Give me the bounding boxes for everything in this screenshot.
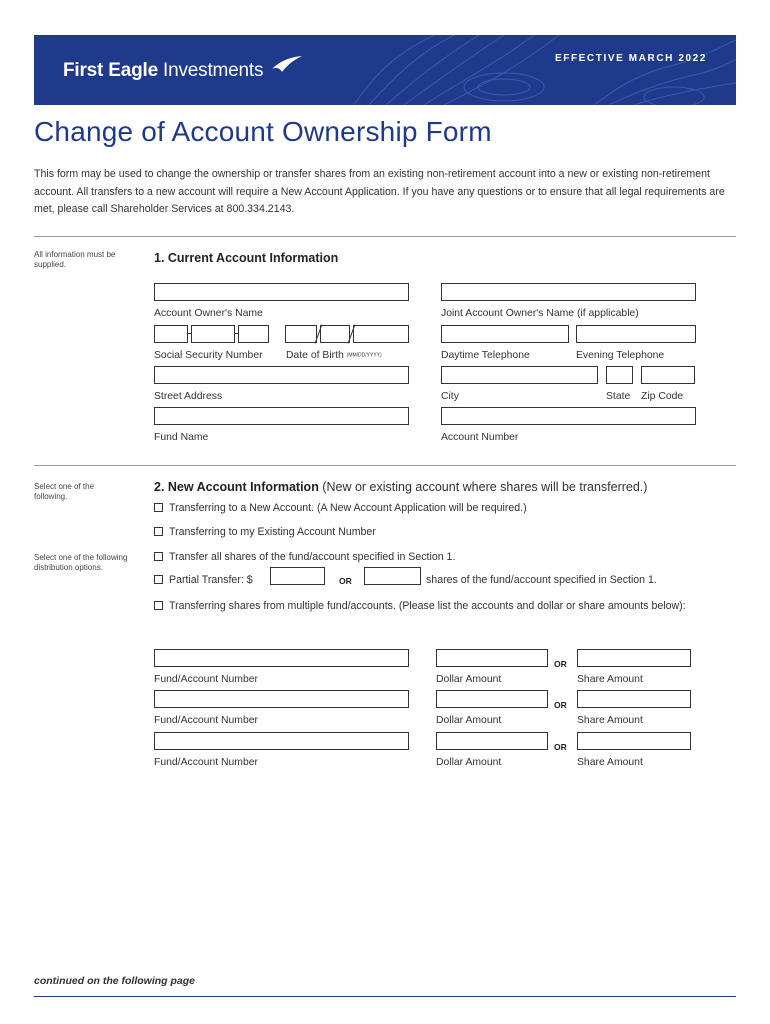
street-address-input[interactable]	[154, 366, 409, 384]
section2-heading	[154, 480, 647, 494]
or-label: OR	[554, 700, 567, 710]
divider	[34, 465, 736, 466]
account-number-label: Account Number	[441, 432, 519, 443]
dollar-amount-label: Dollar Amount	[436, 674, 502, 685]
owner-name-label: Account Owner's Name	[154, 308, 263, 319]
share-amount-label: Share Amount	[577, 715, 643, 726]
checkbox[interactable]	[154, 601, 163, 610]
dollar-amount-label: Dollar Amount	[436, 757, 502, 768]
dollar-amount-input[interactable]	[436, 690, 548, 708]
dob-label	[286, 350, 382, 361]
fund-account-number-label: Fund/Account Number	[154, 715, 258, 726]
option-all-shares-label: Transfer all shares of the fund/account specified in Section 1.	[169, 551, 456, 563]
brand-logo	[63, 60, 263, 82]
owner-name-input[interactable]	[154, 283, 409, 301]
dollar-amount-label: Dollar Amount	[436, 715, 502, 726]
dollar-amount-input[interactable]	[436, 732, 548, 750]
effective-date: EFFECTIVE MARCH 2022	[554, 53, 707, 64]
checkbox[interactable]	[154, 503, 163, 512]
share-amount-input[interactable]	[577, 649, 691, 667]
option-multiple[interactable]	[154, 598, 694, 615]
section2-heading-note: (New or existing account where shares will be transferred.)	[318, 480, 648, 494]
account-number-input[interactable]	[441, 407, 696, 425]
street-address-label: Street Address	[154, 391, 223, 402]
zip-code-input[interactable]	[641, 366, 695, 384]
checkbox[interactable]	[154, 575, 163, 584]
section2-side-note: Select one of the following.	[34, 482, 95, 501]
evening-phone-label: Evening Telephone	[576, 350, 665, 361]
or-label: OR	[554, 659, 567, 669]
fund-name-label: Fund Name	[154, 432, 209, 443]
ssn-part3-input[interactable]	[238, 325, 269, 343]
fund-name-input[interactable]	[154, 407, 409, 425]
joint-owner-name-label: Joint Account Owner's Name (if applicable)	[441, 308, 639, 319]
state-input[interactable]	[606, 366, 633, 384]
daytime-phone-label: Daytime Telephone	[441, 350, 530, 361]
header-banner	[34, 35, 736, 105]
eagle-wing-icon	[272, 55, 302, 73]
state-label: State	[606, 391, 631, 402]
ssn-dash	[188, 333, 191, 334]
evening-phone-input[interactable]	[576, 325, 696, 343]
partial-shares-input[interactable]	[364, 567, 421, 585]
footer-divider	[34, 996, 736, 997]
fund-account-number-input[interactable]	[154, 732, 409, 750]
option-partial-transfer[interactable]	[154, 574, 253, 586]
ssn-label: Social Security Number	[154, 350, 263, 361]
share-amount-label: Share Amount	[577, 757, 643, 768]
option-all-shares[interactable]	[154, 551, 455, 563]
continued-note: continued on the following page	[34, 975, 195, 987]
partial-suffix-label: shares of the fund/account specified in Section 1.	[426, 574, 657, 586]
brand-bold: First Eagle	[63, 60, 158, 81]
intro-text: This form may be used to change the ownership or transfer shares from an existing non-retirement account into a new or existing non-retirement account. All transfers to a new account will require a New Account Application. If you have any questions or to ensure that all legal requirements are met, please call Shareholder Services at 800.334.2143.	[34, 168, 725, 215]
city-input[interactable]	[441, 366, 598, 384]
divider	[34, 236, 736, 237]
option-partial-label: Partial Transfer: $	[169, 574, 253, 586]
dob-month-input[interactable]	[285, 325, 317, 343]
distribution-side-note: Select one of the following distribution options.	[34, 553, 128, 572]
section2-heading-text: 2. New Account Information	[154, 480, 319, 494]
dob-year-input[interactable]	[353, 325, 409, 343]
dob-format: (MM/DD/YYYY)	[346, 352, 382, 359]
checkbox[interactable]	[154, 527, 163, 536]
daytime-phone-input[interactable]	[441, 325, 569, 343]
ssn-part2-input[interactable]	[191, 325, 235, 343]
fund-account-number-label: Fund/Account Number	[154, 674, 258, 685]
partial-or-label: OR	[339, 576, 352, 586]
section1-heading: 1. Current Account Information	[154, 251, 339, 265]
fund-account-number-input[interactable]	[154, 690, 409, 708]
fund-account-number-label: Fund/Account Number	[154, 757, 258, 768]
brand-light: Investments	[157, 60, 264, 81]
section1-side-note: All information must be supplied.	[34, 250, 116, 269]
zip-code-label: Zip Code	[641, 391, 684, 402]
city-label: City	[441, 391, 459, 402]
dollar-amount-input[interactable]	[436, 649, 548, 667]
option-multiple-label: Transferring shares from multiple fund/accounts. (Please list the accounts and dollar or share amounts below):	[169, 600, 686, 612]
option-new-account-label: Transferring to a New Account. (A New Account Application will be required.)	[169, 502, 527, 514]
option-new-account[interactable]	[154, 502, 527, 514]
page-title: Change of Account Ownership Form	[34, 116, 492, 147]
or-label: OR	[554, 742, 567, 752]
share-amount-label: Share Amount	[577, 674, 643, 685]
option-existing-account[interactable]	[154, 526, 376, 538]
joint-owner-name-input[interactable]	[441, 283, 696, 301]
dob-label-text: Date of Birth	[286, 350, 344, 361]
dob-day-input[interactable]	[320, 325, 350, 343]
option-existing-account-label: Transferring to my Existing Account Number	[169, 526, 376, 538]
ssn-part1-input[interactable]	[154, 325, 188, 343]
fund-account-number-input[interactable]	[154, 649, 409, 667]
share-amount-input[interactable]	[577, 732, 691, 750]
ssn-dash	[235, 333, 238, 334]
partial-dollar-input[interactable]	[270, 567, 325, 585]
checkbox[interactable]	[154, 552, 163, 561]
share-amount-input[interactable]	[577, 690, 691, 708]
